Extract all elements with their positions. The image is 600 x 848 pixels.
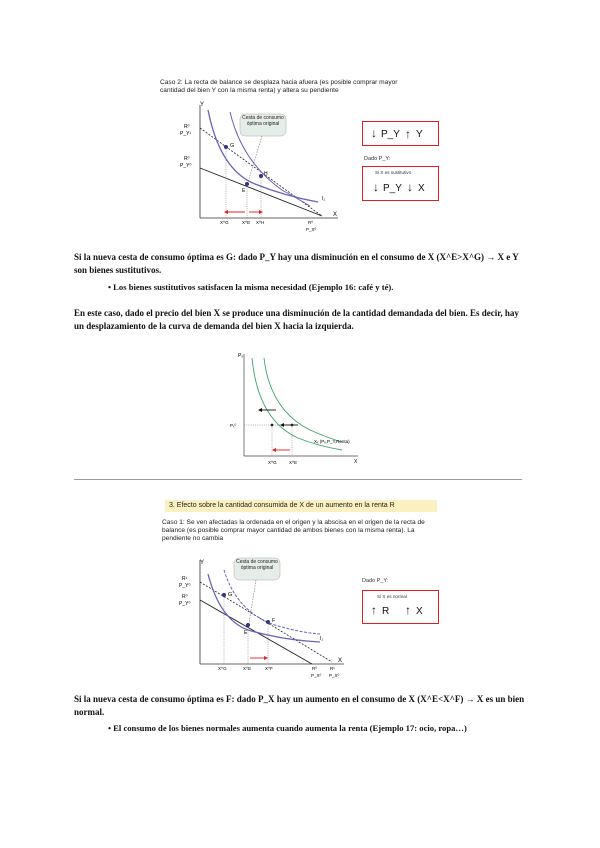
- y-tick-low-den: P_Y⁰: [180, 163, 192, 169]
- demand-chart: [230, 350, 365, 468]
- box3-title: Si X es normal: [377, 594, 407, 599]
- section-divider: [74, 479, 522, 480]
- axis-x-label: X: [354, 459, 358, 465]
- up-arrow-icon: ↑: [405, 603, 411, 617]
- y-tick-top-den: P_Y⁰: [179, 583, 191, 589]
- bullet-text: Los bienes sustitutivos satisfacen la misma necesidad (Ejemplo 16: café y té).: [113, 282, 394, 292]
- point-e-label: E: [242, 188, 246, 194]
- bullet-normal-good: [108, 722, 508, 734]
- point-e-label: E: [244, 630, 248, 636]
- x-tick-g: X^G: [268, 460, 277, 465]
- y-tick-low: R⁰: [184, 156, 190, 162]
- case2-caption: Caso 2: La recta de balance se desplaza hacia afuera (es posible comprar mayor cantidad del bien Y con la misma renta) y altera su pendiente: [160, 79, 398, 94]
- paragraph-normal-good: Si la nueva cesta de consumo óptima es F: dado P_X hay un aumento en el consumo de X (X^E<X^F) → X es un bien normal.: [74, 694, 525, 717]
- point-g-label: G: [228, 592, 233, 598]
- y-tick-top: R¹: [182, 576, 188, 582]
- section3-header: 3. Efecto sobre la cantidad consumida de X de un aumento en la renta R: [165, 500, 437, 512]
- dado-label-1: Dado P_Y:: [364, 156, 391, 162]
- dado-label-2: Dado P_Y:: [362, 578, 389, 584]
- demand-curve-original: [264, 358, 342, 442]
- up-arrow-icon: ↑: [371, 603, 377, 617]
- effect-box-3: [362, 590, 439, 624]
- effect-box-1: [362, 121, 439, 146]
- axis-y-label: Y: [200, 560, 205, 566]
- point-g-label: G: [230, 143, 235, 149]
- box2-title: Si X es sustitutivo: [375, 170, 412, 175]
- x-tick-g: X^G: [220, 220, 229, 225]
- y-tick-low: R⁰: [182, 594, 188, 600]
- x-end-b: R¹: [330, 666, 335, 671]
- down-arrow-icon: ↓: [407, 180, 413, 194]
- case2-indifference-chart: [170, 100, 345, 235]
- section3-caption: Caso 1: Se ven afectadas la ordenada en el origen y la abscisa en el origen de la recta de balance (es posible comprar mayor cantidad de ambos bienes con la misma renta). La pendiente no cambia: [162, 519, 425, 542]
- box2-right-text: X: [418, 183, 425, 194]
- down-arrow-icon: ↓: [371, 126, 377, 140]
- x-tick-end: R⁰: [308, 220, 314, 225]
- axis-y-label: Y: [200, 102, 205, 108]
- demand-curve-label: Xₓ (Pₓ,P_Y,Renta): [314, 439, 350, 444]
- curve-label: I₁: [320, 636, 324, 642]
- x-tick-h: X^H: [256, 220, 265, 225]
- income-chart: [172, 552, 352, 682]
- x-end-b-den: P_X⁰: [329, 673, 340, 678]
- point-f-label: F: [272, 618, 276, 624]
- y-tick-low-den: P_Y⁰: [179, 601, 191, 607]
- paragraph-demand-shift: En este caso, dado el precio del bien X se produce una disminución de la cantidad demandada del bien. Es decir, hay un desplazamiento de la curva de demanda del bien X hacia la izquierda.: [74, 308, 519, 331]
- bullet-substitutes: [108, 281, 528, 293]
- callout-text: Cesta de consumo óptima original: [242, 115, 284, 127]
- x-end-a: R⁰: [312, 666, 318, 671]
- x-tick-e: X^E: [243, 666, 252, 671]
- down-arrow-icon: ↓: [373, 180, 379, 194]
- box2-left-text: P_Y: [383, 183, 402, 194]
- bullet-icon: •: [108, 282, 114, 292]
- curve-label: I₁: [322, 196, 326, 202]
- x-tick-g: X^G: [218, 666, 227, 671]
- x-tick-e: X^E: [242, 220, 251, 225]
- demand-curve-new: [252, 358, 342, 450]
- axis-x-label: X: [333, 212, 338, 218]
- x-tick-e: X^E: [289, 460, 298, 465]
- box1-right-text: Y: [416, 129, 423, 140]
- axis-y-label: Pₓ: [238, 353, 243, 359]
- x-tick-f: X^F: [265, 666, 273, 671]
- bullet-icon: •: [108, 723, 114, 733]
- box1-left-text: P_Y: [381, 129, 400, 140]
- callout-text: Cesta de consumo óptima original: [236, 559, 278, 571]
- y-tick-top-den: P_Y¹: [180, 131, 192, 137]
- point-h-label: H: [264, 171, 268, 177]
- up-arrow-icon: ↑: [405, 127, 411, 141]
- box3-right-text: X: [416, 606, 423, 617]
- y-tick-top: R⁰: [184, 124, 190, 130]
- box3-left-text: R: [382, 606, 390, 617]
- axis-x-label: X: [338, 658, 343, 664]
- x-tick-end-den: P_X⁰: [306, 227, 317, 232]
- price-label: Pₓ⁰: [230, 423, 237, 428]
- x-end-a-den: P_X⁰: [311, 673, 322, 678]
- paragraph-substitutes: Si la nueva cesta de consumo óptima es G: dado P_Y hay una disminución en el consumo de X (X^E>X^G) → X e Y son bienes sustitutivos.: [74, 252, 519, 275]
- indifference-curve-1: [208, 574, 320, 642]
- effect-box-2: [362, 166, 439, 201]
- bullet-text: El consumo de los bienes normales aumenta cuando aumenta la renta (Ejemplo 17: ocio, ropa…): [113, 723, 467, 733]
